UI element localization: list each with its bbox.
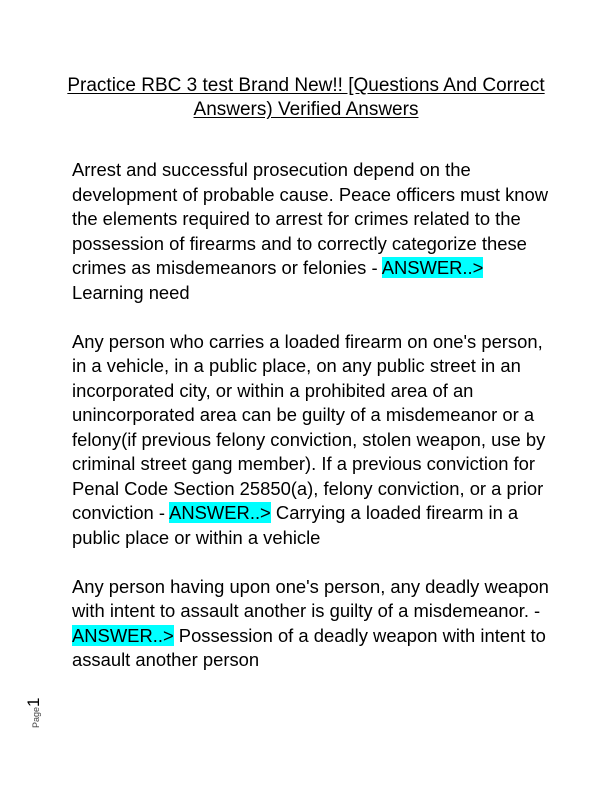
answer-text: Possession of a deadly weapon with intent to assault another person [72,624,546,670]
document-body [72,158,550,697]
answer-marker: ANSWER..> [169,502,271,523]
page-word: Page [31,706,41,728]
question-text: Any person having upon one's person, any deadly weapon with intent to assault another is guilty of a misdemeanor. - [72,575,549,621]
question-text: Arrest and successful prosecution depend on the development of probable cause. Peace officers must know the elements required to arrest for crimes related to the possession of firearms and to correctly categorize these crimes as misdemeanors or felonies - [72,159,549,278]
question-text: Any person who carries a loaded firearm on one's person, in a vehicle, in a public place, on any public street in an incorporated city, or within a prohibited area of an unincorporated area can be guilty of a misdemeanor or a felony(if previous felony conviction, stolen weapon, use by criminal street gang member). If a previous conviction for Penal Code Section 25850(a), felony conviction, or a prior conviction - [72,330,546,523]
page-indicator [24,697,43,729]
qa-item [72,330,550,551]
document-title: Practice RBC 3 test Brand New!! [Questions And Correct Answers) Verified Answers [67,75,545,120]
page-number: 1 [24,697,43,707]
qa-item [72,575,550,673]
answer-text: Carrying a loaded firearm in a public place or within a vehicle [72,502,519,548]
answer-marker: ANSWER..> [381,257,484,278]
answer-marker: ANSWER..> [72,624,174,646]
qa-item [72,158,550,305]
page-footer [22,690,52,730]
answer-text: Learning need [72,281,190,303]
